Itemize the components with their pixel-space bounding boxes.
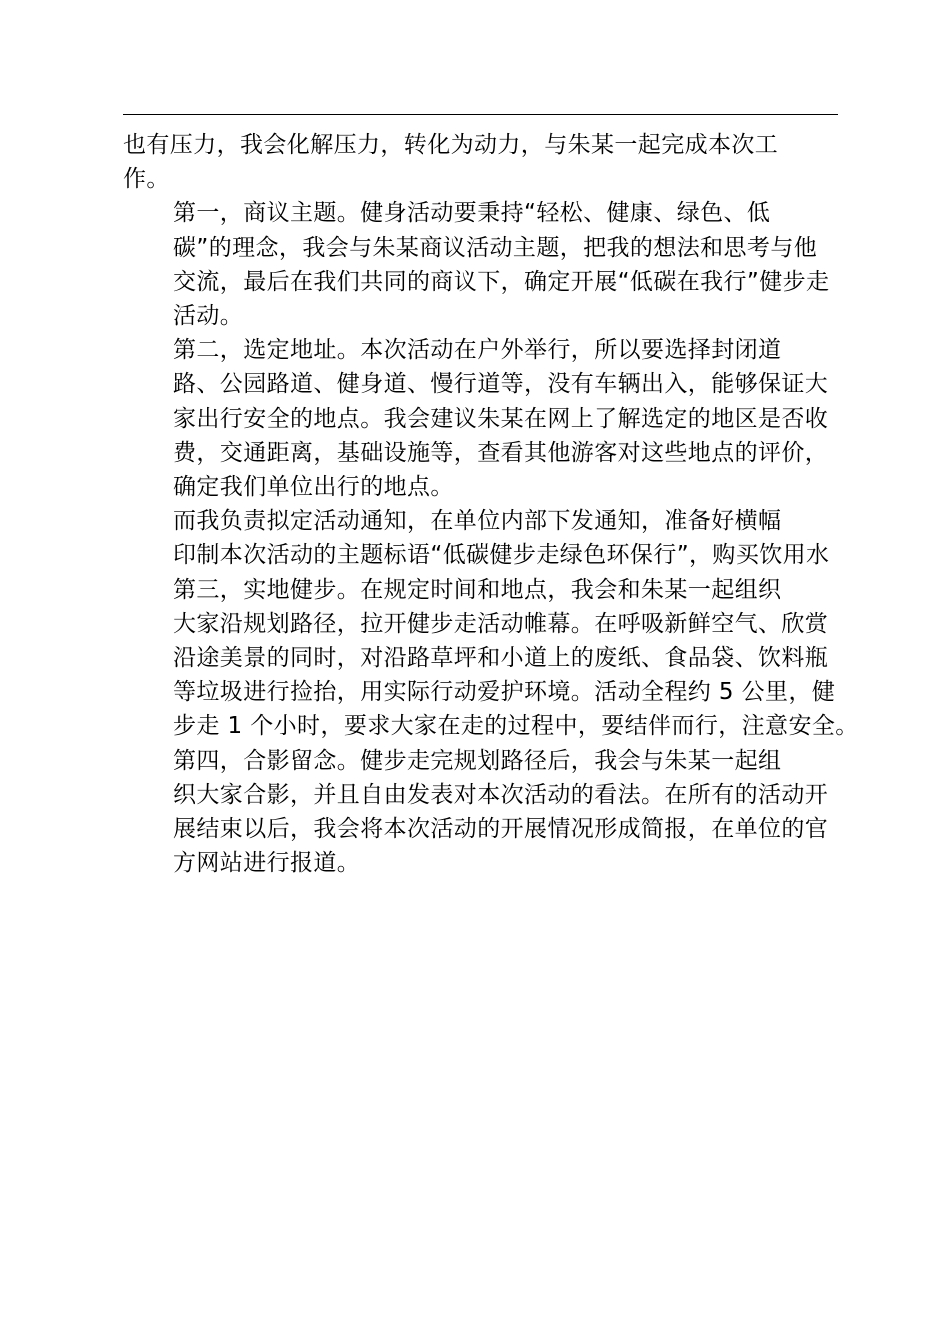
document-body — [123, 128, 859, 880]
text-line: 第三，实地健步。在规定时间和地点，我会和朱某一起组织 — [173, 576, 782, 603]
text-line: 也有压力，我会化解压力，转化为动力，与朱某一起完成本次工 — [123, 132, 779, 158]
text-line: 第四，合影留念。健步走完规划路径后，我会与朱某一起组 — [173, 747, 782, 774]
text-line: 活动。 — [173, 303, 244, 330]
text-line: 大家沿规划路径，拉开健步走活动帷幕。在呼吸新鲜空气、欣赏 — [173, 610, 829, 637]
text-line: 而我负责拟定活动通知，在单位内部下发通知，准备好横幅 — [173, 508, 782, 535]
paragraph-continuation — [123, 128, 839, 196]
text-line: 方网站进行报道。 — [173, 850, 361, 877]
text-line: 沿途美景的同时，对沿路草坪和小道上的废纸、食品袋、饮料瓶 — [173, 645, 829, 672]
text-line: 第一，商议主题。健身活动要秉持“轻松、健康、绿色、低 — [173, 200, 771, 227]
text-line: 作。 — [123, 166, 170, 193]
text-line: 织大家合影，并且自由发表对本次活动的看法。在所有的活动开 — [173, 781, 829, 808]
text-line: 费，交通距离，基础设施等，查看其他游客对这些地点的评价， — [173, 439, 829, 466]
text-line: 步走 1 个小时，要求大家在走的过程中，要结伴而行，注意安全。 — [173, 713, 859, 740]
text-line: 家出行安全的地点。我会建议朱某在网上了解选定的地区是否收 — [173, 405, 829, 432]
text-line: 碳”的理念，我会与朱某商议活动主题，把我的想法和思考与他 — [173, 234, 818, 261]
paragraph-notice — [123, 504, 839, 572]
paragraph-step-one — [123, 196, 839, 333]
paragraph-step-four — [123, 744, 839, 881]
paragraph-step-two — [123, 333, 839, 504]
text-line: 第二，选定地址。本次活动在户外举行，所以要选择封闭道 — [173, 337, 782, 364]
text-line: 展结束以后，我会将本次活动的开展情况形成简报，在单位的官 — [173, 816, 829, 843]
header-rule — [123, 114, 838, 115]
text-line: 印制本次活动的主题标语“低碳健步走绿色环保行”，购买饮用水 — [173, 542, 830, 569]
paragraph-step-three — [123, 573, 859, 744]
text-line: 路、公园路道、健身道、慢行道等，没有车辆出入，能够保证大 — [173, 371, 829, 398]
text-line: 确定我们单位出行的地点。 — [173, 474, 454, 501]
text-line: 交流，最后在我们共同的商议下，确定开展“低碳在我行”健步走 — [173, 268, 830, 295]
text-line: 等垃圾进行捡抬，用实际行动爱护环境。活动全程约 5 公里，健 — [173, 679, 836, 706]
